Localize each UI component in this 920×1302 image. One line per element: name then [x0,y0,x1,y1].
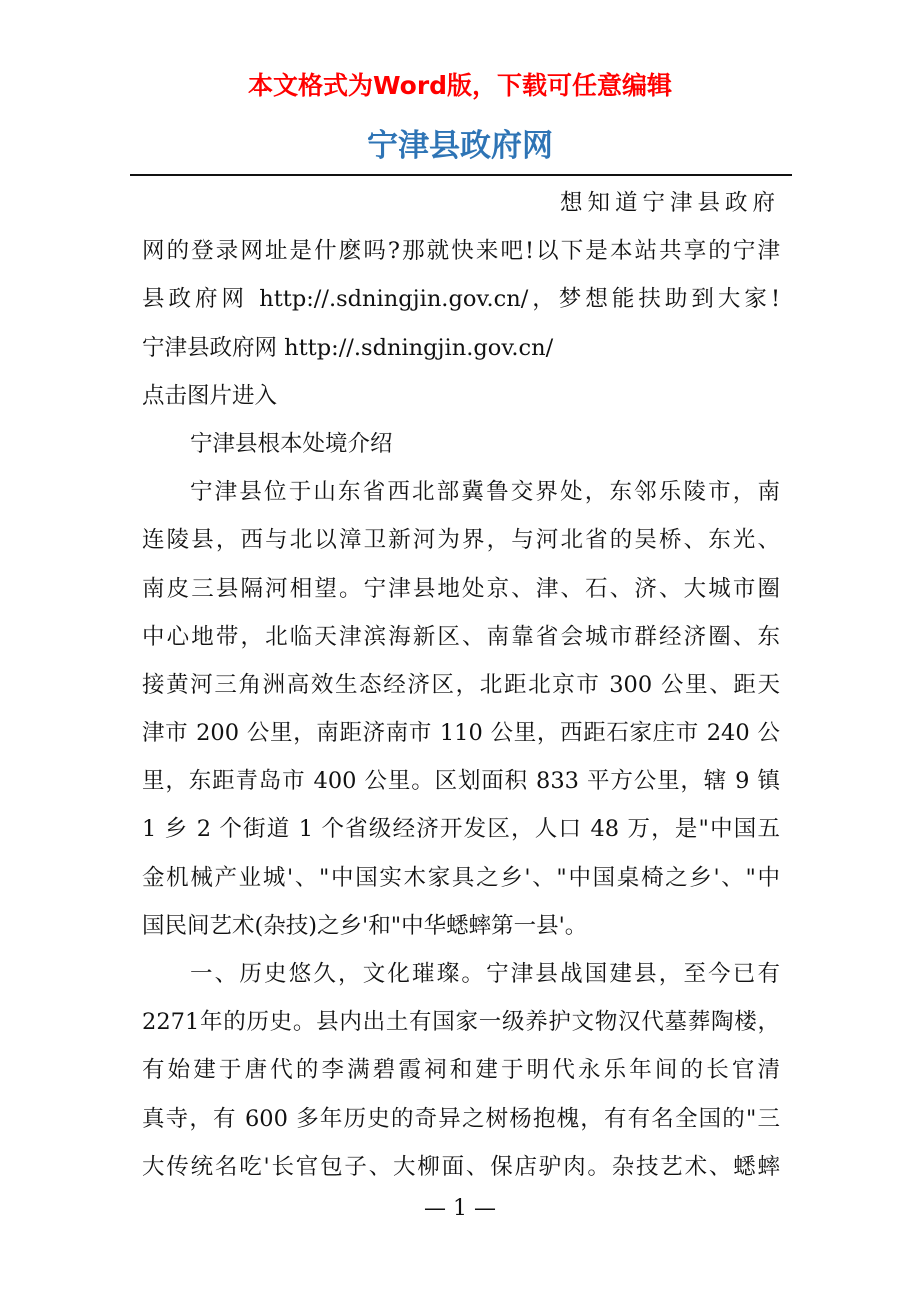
header-divider [130,174,792,176]
text-line: 想知道宁津县政府 [559,190,780,216]
text-line: 中心地带，北临天津滨海新区、南靠省会城市群经济圈、东 [142,623,780,650]
text-line: 大传统名吃'长官包子、大柳面、保店驴肉。杂技艺术、蟋蟀 [142,1153,780,1180]
text-line: 宁津县位于山东省西北部冀鲁交界处，东邻乐陵市，南 [190,479,780,506]
text-line: 有始建于唐代的李满碧霞祠和建于明代永乐年间的长官清 [142,1057,780,1084]
text-line: 2271年的历史。县内出土有国家一级养护文物汉代墓葬陶楼， [142,1009,780,1036]
text-line: 点击图片进入 [142,382,278,409]
text-line: 接黄河三角洲高效生态经济区，北距北京市 300 公里、距天 [142,671,780,698]
text-line: 津市 200 公里，南距济南市 110 公里，西距石家庄市 240 公 [142,720,780,747]
text-line: 金机械产业城'、"中国实木家具之乡'、"中国桌椅之乡'、"中 [142,864,780,891]
text-line: 宁津县政府网 http://.sdningjin.gov.cn/ [142,334,554,361]
text-line: 真寺，有 600 多年历史的奇异之树杨抱槐，有有名全国的"三 [142,1105,780,1132]
text-line: 南皮三县隔河相望。宁津县地处京、津、石、济、大城市圈 [142,575,780,602]
format-notice-banner: 本文格式为Word版，下载可任意编辑 [247,71,673,100]
page-number: — 1 — [424,1196,496,1221]
text-line: 一、历史悠久，文化璀璨。宁津县战国建县，至今已有 [190,961,780,987]
text-line: 里，东距青岛市 400 公里。区划面积 833 平方公里，辖 9 镇 [142,768,780,795]
text-line: 国民间艺术(杂技)之乡'和"中华蟋蟀第一县'。 [142,912,588,939]
text-line: 宁津县根本处境介绍 [190,430,393,457]
text-line: 连陵县，西与北以漳卫新河为界，与河北省的吴桥、东光、 [142,527,780,554]
text-line: 1 乡 2 个街道 1 个省级经济开发区，人口 48 万，是"中国五 [142,816,780,843]
document-body [142,179,780,1191]
text-line: 县政府网 http://.sdningjin.gov.cn/，梦想能扶助到大家! [142,286,780,313]
text-line: 网的登录网址是什麽吗?那就快来吧!以下是本站共享的宁津 [142,238,780,265]
document-title: 宁津县政府网 [367,128,553,164]
